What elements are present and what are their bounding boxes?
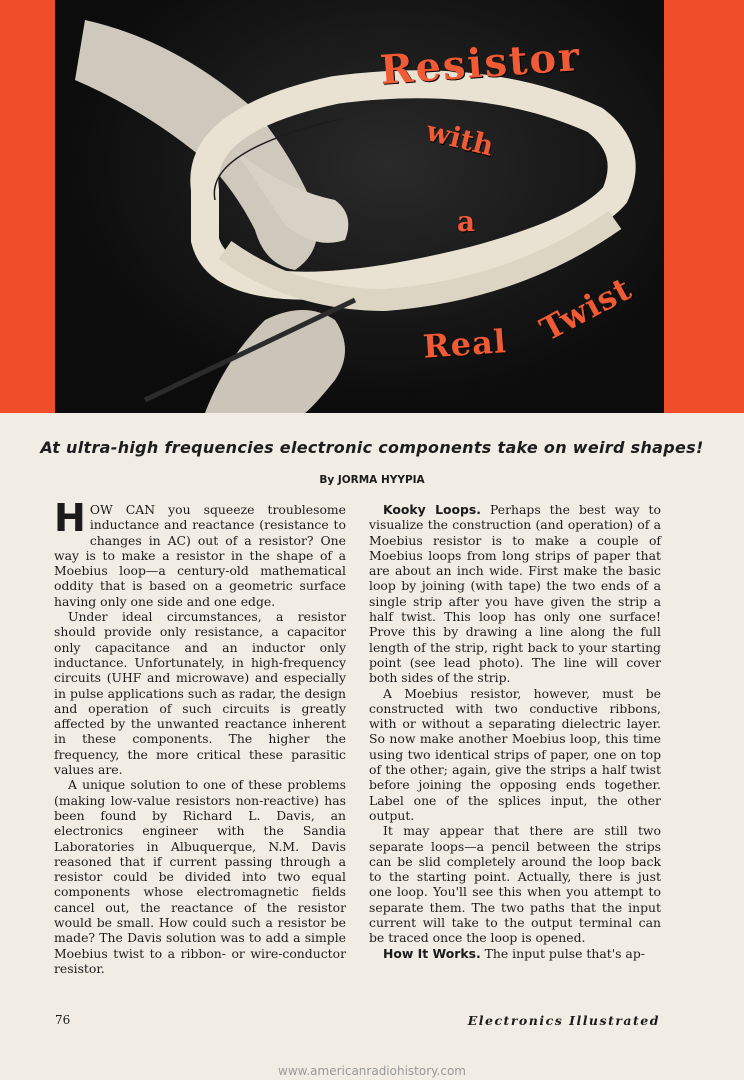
drop-cap: H — [54, 496, 86, 540]
magazine-name: Electronics Illustrated — [467, 1013, 660, 1028]
title-word-twist: Twist — [533, 269, 638, 349]
section-lead: How It Works. — [383, 945, 481, 961]
title-word-a: a — [457, 205, 476, 238]
article-subtitle: At ultra-high frequencies electronic components take on weird shapes! — [40, 438, 704, 457]
paragraph: A Moebius resistor, however, must be constructed with two conductive ribbons, with or without a separating dielectric layer. So now make another Moebius loop, this time using two identical strips of paper, one on top of the other; again, give the strips a half twist before joining the opposing ends together. Label one of the splices input, the other output. — [369, 685, 661, 823]
paragraph-text: The input pulse that's ap- — [480, 945, 645, 961]
lead-photo — [55, 0, 664, 413]
left-column — [54, 496, 346, 976]
title-word-with: with — [423, 114, 498, 163]
paragraph-text: OW CAN you squeeze troublesome inductance and reactance (resistance to changes in AC) out of a resistor? One way is to make a resistor in the shape of a Moebius loop—a century-old mathematical oddity that is based on a geometric surface having only one side and one edge. — [54, 502, 346, 609]
title-word-resistor: Resistor — [378, 33, 583, 94]
paragraph — [54, 496, 346, 609]
paragraph-text: Perhaps the best way to visualize the construction (and operation) of a Moebius resistor is to make a couple of Moebius loops from long strips of paper that are about an inch wide. First make the basic loop by joining (with tape) the two ends of a single strip after you have given the strip a half twist. This loop has only one surface! Prove this by drawing a line along the full length of the strip, right back to your starting point (see lead photo). The line will cover both sides of the strip. — [369, 502, 661, 686]
right-column — [369, 502, 661, 961]
paragraph — [369, 502, 661, 686]
paragraph — [369, 946, 661, 961]
paragraph: A unique solution to one of these problems (making low-value resistors non-reactive) has been found by Richard L. Davis, an electronics engineer with the Sandia Laboratories in Albuquerque, N.M. Davis reasoned that if current passing through a resistor could be divided into two equal components whose electromagnetic fields cancel out, the reactance of the resistor would be small. How could such a resistor be made? The Davis solution was to add a simple Moebius twist to a ribbon- or wire-conductor resistor. — [54, 777, 346, 976]
paragraph: It may appear that there are still two separate loops—a pencil between the strips can be slid completely around the loop back to the starting point. Actually, there is just one loop. You'll see this when you attempt to separate them. The two paths that the input current will take to the output terminal can be traced once the loop is opened. — [369, 823, 661, 946]
source-watermark: www.americanradiohistory.com — [278, 1064, 466, 1078]
title-word-real: Real — [421, 322, 509, 366]
page-number: 76 — [55, 1013, 71, 1027]
article-byline: By JORMA HYYPIA — [319, 474, 425, 486]
section-lead: Kooky Loops. — [383, 502, 481, 517]
paragraph: Under ideal circumstances, a resistor should provide only resistance, a capacitor only capacitance and an inductor only inductance. Unfortunately, in high-frequency circuits (UHF and microwave) and especially in pulse applications such as radar, the design and operation of such circuits is greatly affected by the unwanted reactance inherent in these components. The higher the frequency, the more critical these parasitic values are. — [54, 609, 346, 778]
